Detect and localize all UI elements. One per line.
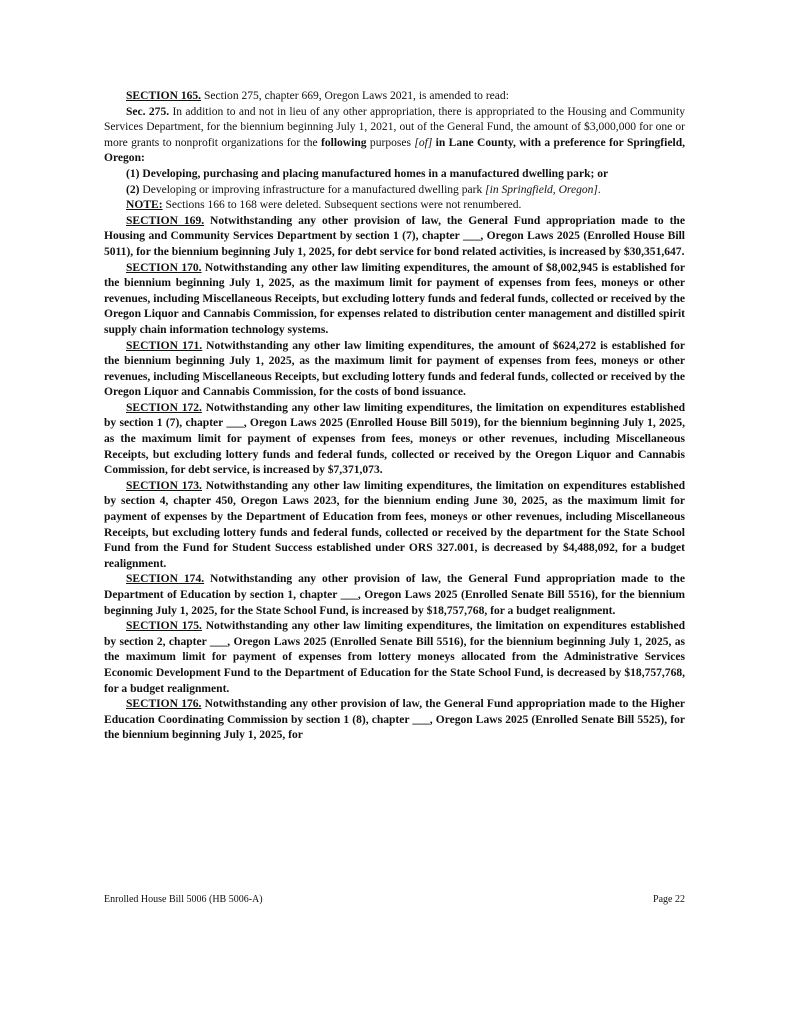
note [104, 198, 685, 214]
section-text: Notwithstanding any other law limiting expenditures, the limitation on expenditures established by section 1 (7), chapter ___, Oregon Laws 2025 (Enrolled House Bill 5019), for the biennium beginning July 1, 2025, as the maximum limit for payment of expenses from fees, moneys or other revenues, including Miscellaneous Receipts, but excluding lottery funds and federal funds, collected or received by the Oregon Liquor and Cannabis Commission, for debt service, is increased by $7,371,073. [104, 401, 686, 477]
section-heading: SECTION 172. [126, 401, 202, 414]
section-heading: SECTION 171. [126, 339, 203, 352]
section-text: Section 275, chapter 669, Oregon Laws 2021, is amended to read: [201, 90, 509, 102]
section-heading: SECTION 170. [126, 261, 202, 274]
section-heading: SECTION 173. [126, 479, 202, 492]
section-text: Notwithstanding any other law limiting expenditures, the amount of $8,002,945 is established for the biennium beginning July 1, 2025, as the maximum limit for payment of expenses from fees, moneys or other revenues, including Miscellaneous Receipts, but excluding lottery funds and federal funds, collected or received by the Oregon Liquor and Cannabis Commission, for expenses related to distribution center management and distilled spirit supply chain information technology systems. [104, 261, 685, 336]
section-174 [104, 572, 685, 619]
sec-275-item-1: (1) Developing, purchasing and placing manufactured homes in a manufactured dwelling park; or [126, 167, 609, 180]
section-heading: SECTION 169. [126, 214, 205, 227]
item-text: Developing or improving infrastructure for a manufactured dwelling park [139, 183, 486, 196]
item-end: . [597, 183, 601, 196]
sec-275 [104, 105, 685, 167]
section-165 [104, 89, 685, 105]
section-172 [104, 401, 685, 479]
section-heading: SECTION 175. [126, 620, 202, 633]
section-175 [104, 619, 685, 697]
section-heading: SECTION 174. [126, 573, 205, 586]
section-text: Notwithstanding any other law limiting expenditures, the amount of $624,272 is established for the biennium beginning July 1, 2025, as the maximum limit for payment of expenses from fees, moneys or other revenues, including Miscellaneous Receipts, but excluding lottery funds and federal funds, collected or received by the Oregon Liquor and Cannabis Commission, for the costs of bond issuance. [104, 339, 685, 399]
deleted-text: [in Springfield, Oregon] [485, 183, 598, 196]
section-text: Notwithstanding any other law limiting expenditures, the limitation on expenditures established by section 2, chapter ___, Oregon Laws 2025 (Enrolled Senate Bill 5516), for the biennium beginning July 1, 2025, as the maximum limit for payment of expenses from lottery moneys allocated from the Administrative Services Economic Development Fund to the Department of Education for the State School Fund, is decreased by $18,757,768, for a budget realignment. [104, 620, 686, 695]
section-170 [104, 261, 685, 339]
section-heading: SECTION 176. [126, 698, 202, 711]
section-169 [104, 214, 685, 261]
sec-label: Sec. 275. [126, 105, 170, 118]
section-176 [104, 697, 685, 744]
document-body [104, 89, 685, 744]
item-label: (2) [126, 183, 140, 196]
section-173 [104, 479, 685, 573]
section-text: Notwithstanding any other provision of law, the General Fund appropriation made to the Department of Education by section 1, chapter ___, Oregon Laws 2025 (Enrolled Senate Bill 5516), for the biennium beginning July 1, 2025, for the State School Fund, is increased by $18,757,768, for a budget realignment. [104, 573, 685, 617]
section-text: Notwithstanding any other law limiting expenditures, the limitation on expenditures established by section 4, chapter 450, Oregon Laws 2023, for the biennium ending June 30, 2025, as the maximum limit for payment of expenses by the Department of Education from fees, moneys or other revenues, including Miscellaneous Receipts, but excluding lottery funds and federal funds, collected or received by the department for the State School Fund from the Fund for Student Success established under ORS 327.001, is decreased by $4,488,092, for a budget realignment. [104, 479, 686, 570]
amended-text: in Lane County, with a preference for Springfield, Oregon: [104, 136, 686, 165]
section-171 [104, 339, 685, 401]
section-text: Notwithstanding any other provision of law, the General Fund appropriation made to the Housing and Community Services Department by section 1 (7), chapter ___, Oregon Laws 2025 (Enrolled House Bill 5011), for the biennium beginning July 1, 2025, for debt service for bond related activities, is increased by $30,351,647. [104, 214, 685, 258]
footer-page-number: Page 22 [653, 894, 685, 905]
deleted-text: [of] [414, 136, 433, 149]
footer-bill-id: Enrolled House Bill 5006 (HB 5006-A) [104, 894, 263, 905]
section-text: Notwithstanding any other provision of law, the General Fund appropriation made to the Higher Education Coordinating Commission by section 1 (8), chapter ___, Oregon Laws 2025 (Enrolled Senate Bill 5525), for the biennium beginning July 1, 2025, for [104, 698, 685, 742]
amended-text: following [321, 136, 367, 149]
section-heading: SECTION 165. [126, 90, 202, 102]
sec-text: purposes [366, 136, 415, 149]
page-footer [104, 894, 685, 905]
sec-text: In addition to and not in lieu of any other appropriation, there is appropriated to the Housing and Community Services Department, for the biennium beginning July 1, 2021, out of the General Fund, the amount of $3,000,000 for one or more grants to nonprofit organizations for the [104, 105, 685, 149]
sec-275-item-2 [104, 183, 685, 199]
note-label: NOTE: [126, 199, 163, 212]
note-text: Sections 166 to 168 were deleted. Subsequent sections were not renumbered. [162, 199, 522, 212]
